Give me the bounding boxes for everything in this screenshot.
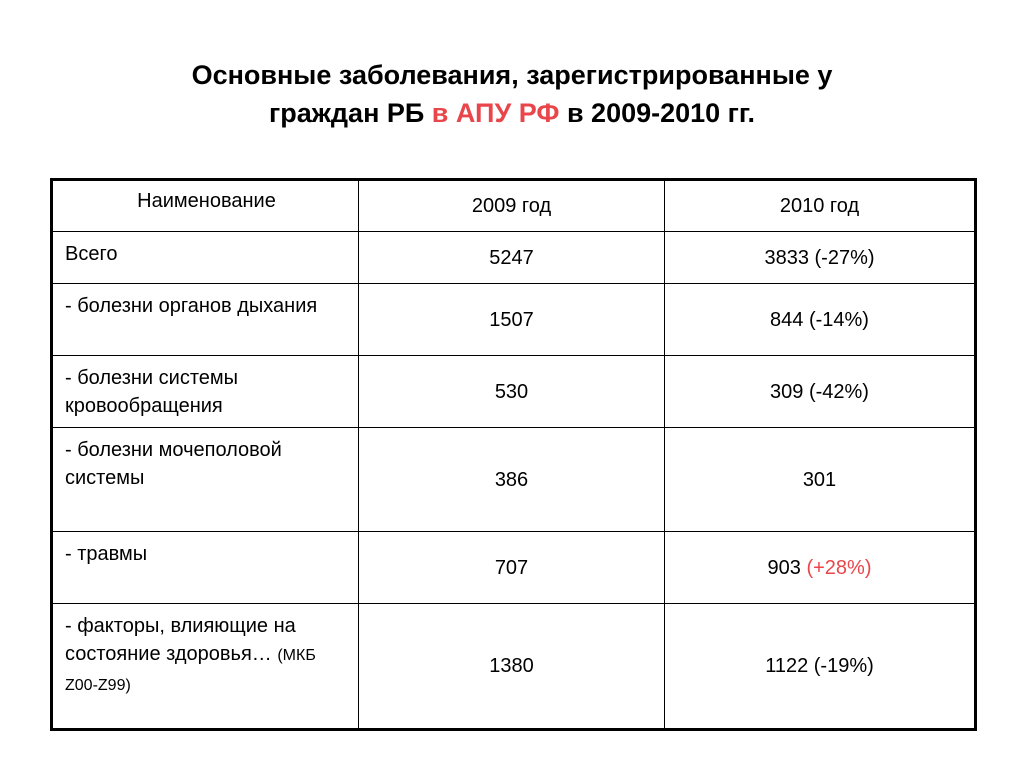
row-value-2009: 707	[359, 532, 665, 604]
header-name: Наименование	[52, 180, 359, 232]
table-row-respiratory	[52, 284, 976, 356]
row-value-2010: 301	[665, 428, 976, 532]
table-row-genitourinary	[52, 428, 976, 532]
title-line-1: Основные заболевания, зарегистрированные у	[191, 60, 833, 90]
row-name: - болезни системы кровообращения	[52, 356, 359, 428]
table-row-health-factors	[52, 604, 976, 730]
row-value-2010	[665, 532, 976, 604]
table-header-row	[52, 180, 976, 232]
title-highlight: в АПУ РФ	[431, 98, 560, 128]
table-row-circulatory	[52, 356, 976, 428]
disease-table-container	[50, 178, 974, 728]
row-name: - травмы	[52, 532, 359, 604]
row-value-2010: 844 (-14%)	[665, 284, 976, 356]
table-row-injuries	[52, 532, 976, 604]
row-value-2010: 309 (-42%)	[665, 356, 976, 428]
row-value-2009: 5247	[359, 232, 665, 284]
row-value-2009: 530	[359, 356, 665, 428]
row-name: - болезни мочеполовой системы	[52, 428, 359, 532]
row-name: - болезни органов дыхания	[52, 284, 359, 356]
row-name: - факторы, влияющие на состояние здоровья…	[65, 615, 296, 665]
table-row-total	[52, 232, 976, 284]
header-year-2009: 2009 год	[359, 180, 665, 232]
title-line-2-end: в 2009-2010 гг.	[559, 98, 755, 128]
row-change-positive: (+28%)	[806, 556, 872, 579]
row-name: Всего	[52, 232, 359, 284]
row-name-note: (МКБ Z00-Z99)	[65, 647, 316, 694]
row-value-2010-number: 903	[767, 556, 807, 579]
row-name-cell	[52, 604, 359, 730]
header-year-2010: 2010 год	[665, 180, 976, 232]
disease-table	[50, 178, 977, 731]
row-value-2010: 3833 (-27%)	[665, 232, 976, 284]
row-value-2009: 386	[359, 428, 665, 532]
slide-title	[60, 56, 964, 132]
title-line-2-start: граждан РБ	[269, 98, 432, 128]
row-value-2009: 1380	[359, 604, 665, 730]
row-value-2010: 1122 (-19%)	[665, 604, 976, 730]
row-value-2009: 1507	[359, 284, 665, 356]
